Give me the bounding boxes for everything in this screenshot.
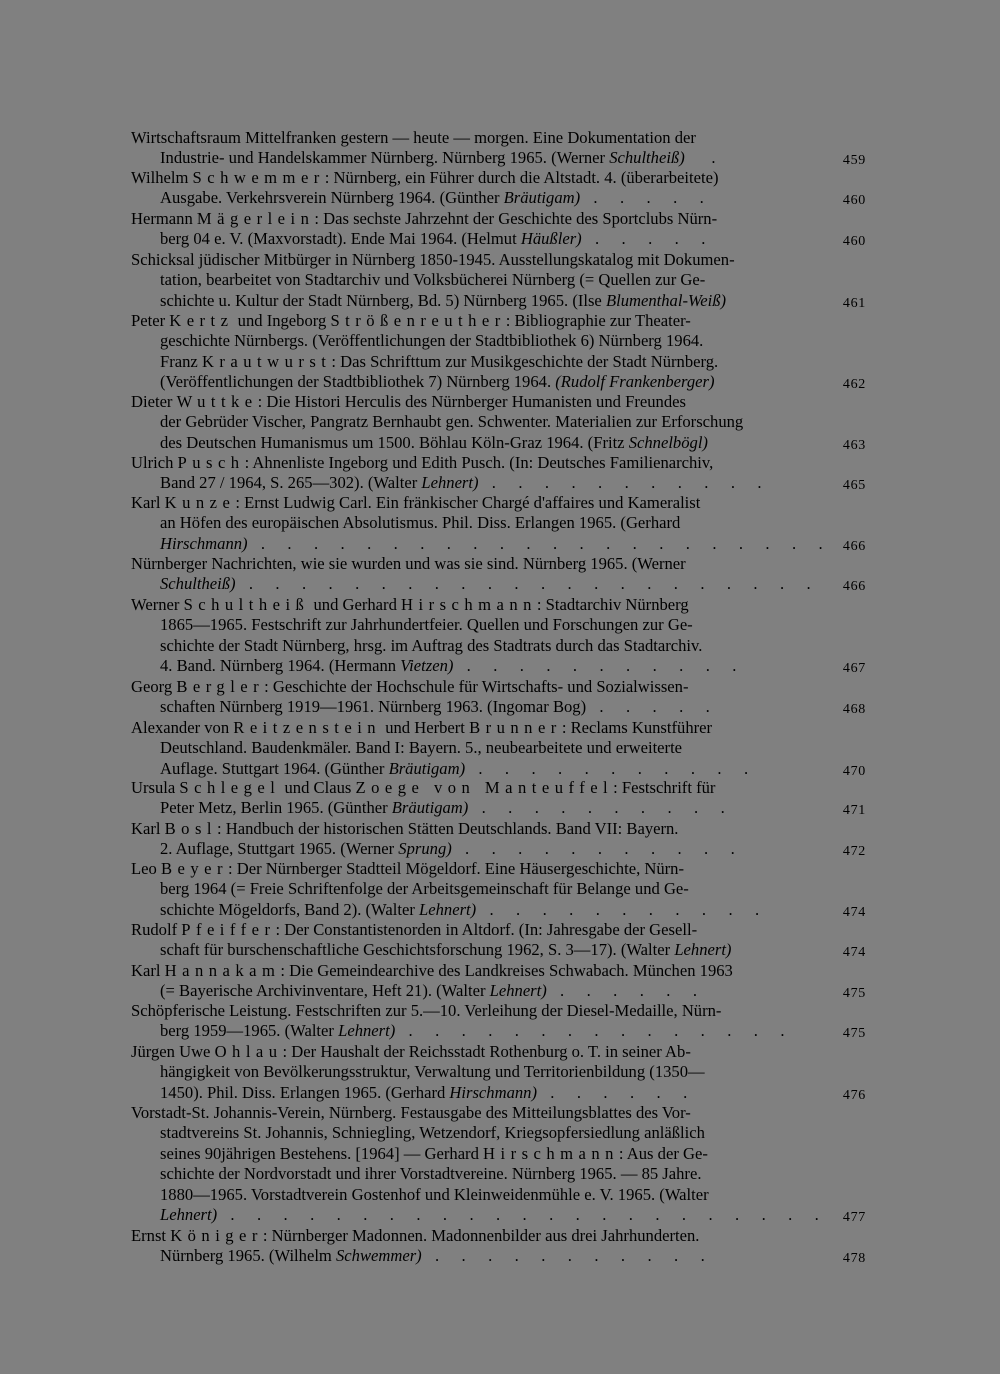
- leader-dots: . . . . . . . . . . . . . . . . . . . . . .: [247, 533, 846, 553]
- entry-line: [131, 900, 866, 920]
- entry-line: [131, 270, 866, 290]
- bibliography-entry: [131, 920, 866, 961]
- entry-text: und Gerhard: [309, 595, 402, 614]
- entry-text: : Die Histori Herculis des Nürnberger Humanisten und Freundes: [257, 392, 686, 411]
- entry-line: [131, 534, 866, 554]
- entry-text: tation, bearbeitet von Stadtarchiv und Volksbücherei Nürnberg (= Quellen zur Ge-: [160, 270, 706, 290]
- page-number: 463: [842, 437, 866, 453]
- entry-text: : Geschichte der Hochschule für Wirtschafts- und Sozialwissen-: [264, 677, 689, 696]
- entry-line: [131, 798, 866, 818]
- entry-line: [131, 697, 866, 717]
- leader-dots: . . . . . .: [546, 981, 720, 1001]
- bibliography-entry: [131, 819, 866, 860]
- entry-text: Peter Metz, Berlin 1965. (Günther: [160, 798, 392, 818]
- page-number: 472: [842, 844, 866, 860]
- entry-line: [131, 1062, 866, 1082]
- entry-text: Auflage. Stuttgart 1964. (Günther: [160, 758, 389, 778]
- page-number: 474: [842, 904, 866, 920]
- author-surname: Krautwurst: [201, 351, 332, 371]
- entry-text: Werner: [131, 595, 184, 614]
- bibliography-entry: [131, 168, 866, 209]
- entry-text: und Herbert: [381, 718, 470, 737]
- author-surname: Pusch: [177, 453, 245, 472]
- bibliography-entry: [131, 250, 866, 311]
- bibliography-entry: [131, 392, 866, 453]
- entry-text: berg 1964 (= Freie Schriftenfolge der Arbeitsgemeinschaft für Belange und Ge-: [160, 879, 689, 899]
- entry-text: : Das Schrifttum zur Musikgeschichte der Stadt Nürnberg.: [331, 351, 719, 371]
- reviewer-name: Schnelbögl): [628, 432, 708, 452]
- page-number: 459: [842, 153, 866, 169]
- entry-text: : Ernst Ludwig Carl. Ein fränkischer Chargé d'affaires und Kameralist: [235, 493, 701, 512]
- page-number: 468: [842, 702, 866, 718]
- entry-text: Karl: [131, 819, 165, 838]
- entry-line: [131, 229, 866, 249]
- leader-dots: . . . . . . . . . . .: [478, 473, 784, 493]
- entry-line: [131, 513, 866, 533]
- entry-text: : Reclams Kunstführer: [561, 718, 713, 737]
- entry-line: [131, 940, 866, 960]
- bibliography-entry: [131, 209, 866, 250]
- entry-line: [131, 920, 866, 940]
- entry-line: [131, 961, 866, 981]
- entry-line: [131, 493, 866, 513]
- bibliography-entry: [131, 493, 866, 554]
- entry-line: [131, 1103, 866, 1123]
- reviewer-name: Sprung): [398, 839, 452, 859]
- entry-text: : Ahnenliste Ingeborg und Edith Pusch. (In: Deutsches Familienarchiv,: [244, 453, 714, 472]
- author-surname: Hannakam: [164, 961, 281, 980]
- entry-line: [131, 168, 866, 188]
- entry-line: [131, 433, 866, 453]
- entry-text: und Ingeborg: [233, 311, 331, 330]
- page-number: 476: [842, 1087, 866, 1103]
- author-surname: Zoege von Manteuffel: [355, 778, 614, 797]
- author-surname: Mägerlein: [196, 209, 315, 228]
- author-surname: Hirschmann: [483, 1143, 619, 1163]
- reviewer-name: Hirschmann): [449, 1082, 537, 1102]
- reviewer-name: Bräutigam): [391, 798, 469, 818]
- bibliography-entry: [131, 128, 866, 169]
- entry-line: [131, 718, 866, 738]
- entry-text: : Der Nürnberger Stadtteil Mögeldorf. Eine Häusergeschichte, Nürn-: [227, 859, 685, 878]
- entry-line: [131, 453, 866, 473]
- entry-line: [131, 1021, 866, 1041]
- entry-text: schichte der Nordvorstadt und ihrer Vorstadtvereine. Nürnberg 1965. — 85 Jahre.: [160, 1164, 702, 1184]
- entry-line: [131, 879, 866, 899]
- entry-text: : Die Gemeindearchive des Landkreises Schwabach. München 1963: [280, 961, 733, 980]
- entry-text: : Bibliographie zur Theater-: [505, 311, 691, 330]
- entry-line: [131, 981, 866, 1001]
- page-number: 475: [842, 986, 866, 1002]
- entry-line: [131, 1123, 866, 1143]
- bibliography-entry: [131, 677, 866, 718]
- entry-line: [131, 1164, 866, 1184]
- entry-text: : Festschrift für: [613, 778, 716, 797]
- reviewer-name: (Rudolf Frankenberger): [555, 372, 715, 392]
- entry-text: : Nürnberger Madonnen. Madonnenbilder aus drei Jahrhunderten.: [262, 1226, 700, 1245]
- page-number: 478: [842, 1251, 866, 1267]
- entry-text: Schöpferische Leistung. Festschriften zur 5.—10. Verleihung der Diesel-Medaille, Nürn-: [131, 1001, 722, 1020]
- entry-line: [131, 291, 866, 311]
- author-surname: Pfeiffer: [181, 920, 276, 939]
- entry-text: Nürnberg 1965. (Wilhelm: [160, 1246, 336, 1266]
- entry-text: und Claus: [280, 778, 356, 797]
- bibliography-entry: [131, 311, 866, 393]
- bibliography-entry: [131, 859, 866, 920]
- entry-line: [131, 372, 866, 392]
- entry-text: Deutschland. Baudenkmäler. Band I: Bayern. 5., neubearbeitete und erweiterte: [160, 738, 683, 758]
- author-surname: Kunze: [164, 493, 236, 512]
- entry-text: Peter: [131, 311, 170, 330]
- leader-dots: .: [684, 148, 725, 168]
- page-number: 477: [842, 1209, 866, 1225]
- entry-text: schichte u. Kultur der Stadt Nürnberg, Bd. 5) Nürnberg 1965. (Ilse: [160, 290, 606, 310]
- entry-line: [131, 595, 866, 615]
- entry-line: [131, 1083, 866, 1103]
- leader-dots: . . . . .: [586, 697, 733, 717]
- reviewer-name: Bräutigam): [388, 758, 466, 778]
- reviewer-name: Lehnert): [419, 899, 477, 919]
- page-number: 461: [842, 295, 866, 311]
- bibliography-entry: [131, 1001, 866, 1042]
- author-surname: Bosl: [164, 819, 217, 838]
- bibliography-entry: [131, 961, 866, 1002]
- entry-text: Hermann: [131, 209, 197, 228]
- page-number: 460: [842, 234, 866, 250]
- entry-text: Wilhelm: [131, 168, 193, 187]
- page-number: 462: [842, 377, 866, 393]
- entry-line: [131, 1205, 866, 1225]
- author-surname: Schultheiß: [183, 595, 310, 614]
- page-number: 470: [842, 763, 866, 779]
- leader-dots: . . . . . . . . . . .: [465, 758, 771, 778]
- entry-line: [131, 250, 866, 270]
- page-number: 466: [842, 579, 866, 595]
- reviewer-name: Lehnert): [338, 1021, 396, 1041]
- entry-text: Band 27 / 1964, S. 265—302). (Walter: [160, 473, 422, 493]
- entry-text: Ausgabe. Verkehrsverein Nürnberg 1964. (Günther: [160, 188, 504, 208]
- reviewer-name: Blumenthal-Weiß): [605, 290, 727, 310]
- entry-line: [131, 677, 866, 697]
- author-surname: Ohlau: [214, 1042, 283, 1061]
- entry-line: [131, 1042, 866, 1062]
- bibliography-entry: [131, 1042, 866, 1103]
- page-number: 466: [842, 538, 866, 554]
- entry-text: an Höfen des europäischen Absolutismus. Phil. Diss. Erlangen 1965. (Gerhard: [160, 513, 681, 533]
- entry-line: [131, 1226, 866, 1246]
- entry-text: : Aus der Ge-: [618, 1143, 708, 1163]
- entry-line: [131, 819, 866, 839]
- author-surname: Hirschmann: [401, 595, 537, 614]
- author-surname: Beyer: [160, 859, 228, 878]
- entry-text: Vorstadt-St. Johannis-Verein, Nürnberg. Festausgabe des Mitteilungsblattes des Vor-: [131, 1103, 691, 1122]
- entry-text: : Der Constantistenorden in Altdorf. (In: Jahresgabe der Gesell-: [275, 920, 698, 939]
- entry-line: [131, 1185, 866, 1205]
- leader-dots: . . . . . .: [537, 1082, 710, 1102]
- reviewer-name: Hirschmann): [160, 533, 248, 553]
- entry-text: berg 1959—1965. (Walter: [160, 1021, 339, 1041]
- entry-text: stadtvereins St. Johannis, Schniegling, Wetzendorf, Kriegsopfersiedlung anläßlich: [160, 1123, 705, 1143]
- entry-text: schaft für burschenschaftliche Geschichtsforschung 1962, S. 3—17). (Walter: [160, 940, 675, 960]
- entry-text: : Das sechste Jahrzehnt der Geschichte des Sportclubs Nürn-: [314, 209, 718, 228]
- reviewer-name: Schwemmer): [336, 1246, 422, 1266]
- entry-line: [131, 778, 866, 798]
- entry-line: [131, 1144, 866, 1164]
- leader-dots: . . . . . . . . . . .: [421, 1246, 728, 1266]
- entry-line: [131, 352, 866, 372]
- entry-text: 4. Band. Nürnberg 1964. (Hermann: [160, 656, 401, 676]
- entry-text: Franz: [160, 351, 202, 371]
- entry-line: [131, 859, 866, 879]
- leader-dots: . . . . . . . . . . .: [453, 656, 759, 676]
- reviewer-name: Lehnert): [160, 1204, 218, 1224]
- entry-line: [131, 615, 866, 635]
- entry-text: geschichte Nürnbergs. (Veröffentlichungen der Stadtbibliothek 6) Nürnberg 1964.: [160, 331, 704, 351]
- entry-text: 1450). Phil. Diss. Erlangen 1965. (Gerhard: [160, 1082, 450, 1102]
- leader-dots: . . . . . . . . . . . . . . .: [395, 1021, 807, 1041]
- author-surname: Kertz: [169, 311, 234, 330]
- page-number: 467: [842, 661, 866, 677]
- entry-line: [131, 656, 866, 676]
- entry-text: berg 04 e. V. (Maxvorstadt). Ende Mai 1964. (Helmut: [160, 229, 521, 249]
- entry-text: (Veröffentlichungen der Stadtbibliothek 7) Nürnberg 1964.: [160, 372, 556, 392]
- entry-line: [131, 839, 866, 859]
- entry-text: Ulrich: [131, 453, 178, 472]
- entry-line: [131, 473, 866, 493]
- author-surname: Bergler: [176, 677, 265, 696]
- page-number: 475: [842, 1026, 866, 1042]
- bibliography-entry: [131, 1103, 866, 1225]
- bibliography-entry: [131, 1226, 866, 1267]
- entry-text: (= Bayerische Archivinventare, Heft 21). (Walter: [160, 981, 490, 1001]
- entry-text: : Der Haushalt der Reichsstadt Rothenburg o. T. in seiner Ab-: [282, 1042, 691, 1061]
- entry-text: Ursula: [131, 778, 180, 797]
- entry-line: [131, 554, 866, 574]
- entry-line: [131, 331, 866, 351]
- entry-line: [131, 392, 866, 412]
- entry-text: : Handbuch der historischen Stätten Deutschlands. Band VII: Bayern.: [217, 819, 679, 838]
- leader-dots: . . . . . . . . . . . . . . . . . . . . . .: [235, 574, 834, 594]
- reviewer-name: Lehnert): [421, 473, 479, 493]
- bibliography-entry: [131, 778, 866, 819]
- entry-line: [131, 188, 866, 208]
- reviewer-name: Lehnert): [489, 981, 547, 1001]
- entry-text: schichte der Stadt Nürnberg, hrsg. im Auftrag des Stadtrats durch das Stadtarchiv.: [160, 635, 703, 655]
- author-surname: Königer: [170, 1226, 263, 1245]
- entry-text: Schicksal jüdischer Mitbürger in Nürnberg 1850-1945. Ausstellungskatalog mit Dokumen-: [131, 250, 735, 269]
- entry-text: hängigkeit von Bevölkerungsstruktur, Verwaltung und Territorienbildung (1350—: [160, 1062, 705, 1082]
- entry-line: [131, 759, 866, 779]
- entry-text: Nürnberger Nachrichten, wie sie wurden und was sie sind. Nürnberg 1965. (Werner: [131, 554, 686, 573]
- entry-text: 2. Auflage, Stuttgart 1965. (Werner: [160, 839, 399, 859]
- page-number: 460: [842, 193, 866, 209]
- author-surname: Wuttke: [176, 392, 258, 411]
- page-number: 474: [842, 945, 866, 961]
- entry-text: Georg: [131, 677, 177, 696]
- entry-text: Dieter: [131, 392, 177, 411]
- entry-line: [131, 128, 866, 148]
- reviewer-name: Schultheiß): [609, 148, 685, 168]
- entry-line: [131, 1001, 866, 1021]
- reviewer-name: Lehnert): [674, 940, 732, 960]
- entry-text: : Nürnberg, ein Führer durch die Altstadt. 4. (überarbeitete): [324, 168, 719, 187]
- author-surname: Brunner: [469, 718, 562, 737]
- leader-dots: . . . . . . . . . . . . . . . . . . . . . . .: [217, 1204, 842, 1224]
- reviewer-name: Schultheiß): [160, 574, 236, 594]
- entry-line: [131, 412, 866, 432]
- page-number: 471: [842, 803, 866, 819]
- entry-line: [131, 148, 866, 168]
- author-surname: Reitzenstein: [233, 718, 382, 737]
- entry-text: seines 90jährigen Bestehens. [1964] — Gerhard: [160, 1143, 484, 1163]
- entry-text: : Stadtarchiv Nürnberg: [536, 595, 689, 614]
- entry-text: Leo: [131, 859, 161, 878]
- reviewer-name: Vietzen): [400, 656, 454, 676]
- entry-text: der Gebrüder Vischer, Pangratz Bernhaubt gen. Schwenter. Materialien zur Erforschung: [160, 412, 744, 432]
- entry-line: [131, 636, 866, 656]
- entry-text: Industrie- und Handelskammer Nürnberg. Nürnberg 1965. (Werner: [160, 148, 610, 168]
- entry-text: Karl: [131, 961, 165, 980]
- entry-text: Wirtschaftsraum Mittelfranken gestern — heute — morgen. Eine Dokumentation der: [131, 128, 696, 147]
- entry-text: Jürgen Uwe: [131, 1042, 215, 1061]
- entry-line: [131, 738, 866, 758]
- author-surname: Schlegel: [179, 778, 281, 797]
- leader-dots: . . . . .: [581, 229, 728, 249]
- entry-line: [131, 311, 866, 331]
- entry-text: Karl: [131, 493, 165, 512]
- author-surname: Strößenreuther: [330, 311, 506, 330]
- leader-dots: . . . . .: [580, 188, 727, 208]
- leader-dots: . . . . . . . . . . .: [451, 839, 758, 859]
- entry-line: [131, 209, 866, 229]
- bibliography-entry: [131, 453, 866, 494]
- bibliography-entry: [131, 595, 866, 677]
- entry-text: Ernst: [131, 1226, 171, 1245]
- entry-text: Alexander von: [131, 718, 234, 737]
- bibliography-entry: [131, 554, 866, 595]
- bibliography-entry: [131, 718, 866, 779]
- entry-text: schichte Mögeldorfs, Band 2). (Walter: [160, 899, 420, 919]
- entry-line: [131, 574, 866, 594]
- entry-text: 1865—1965. Festschrift zur Jahrhundertfeier. Quellen und Forschungen zur Ge-: [160, 615, 693, 635]
- entry-text: des Deutschen Humanismus um 1500. Böhlau Köln-Graz 1964. (Fritz: [160, 432, 629, 452]
- reviewer-name: Häußler): [520, 229, 582, 249]
- author-surname: Schwemmer: [192, 168, 325, 187]
- reviewer-name: Bräutigam): [503, 188, 581, 208]
- leader-dots: . . . . . . . . . .: [468, 798, 748, 818]
- entry-text: Rudolf: [131, 920, 182, 939]
- entry-line: [131, 1246, 866, 1266]
- leader-dots: . . . . . . . . . . .: [476, 899, 782, 919]
- page-number: 465: [842, 478, 866, 494]
- entry-text: schaften Nürnberg 1919—1961. Nürnberg 1963. (Ingomar Bog): [160, 697, 587, 717]
- entry-text: 1880—1965. Vorstadtverein Gostenhof und Kleinweidenmühle e. V. 1965. (Walter: [160, 1184, 709, 1204]
